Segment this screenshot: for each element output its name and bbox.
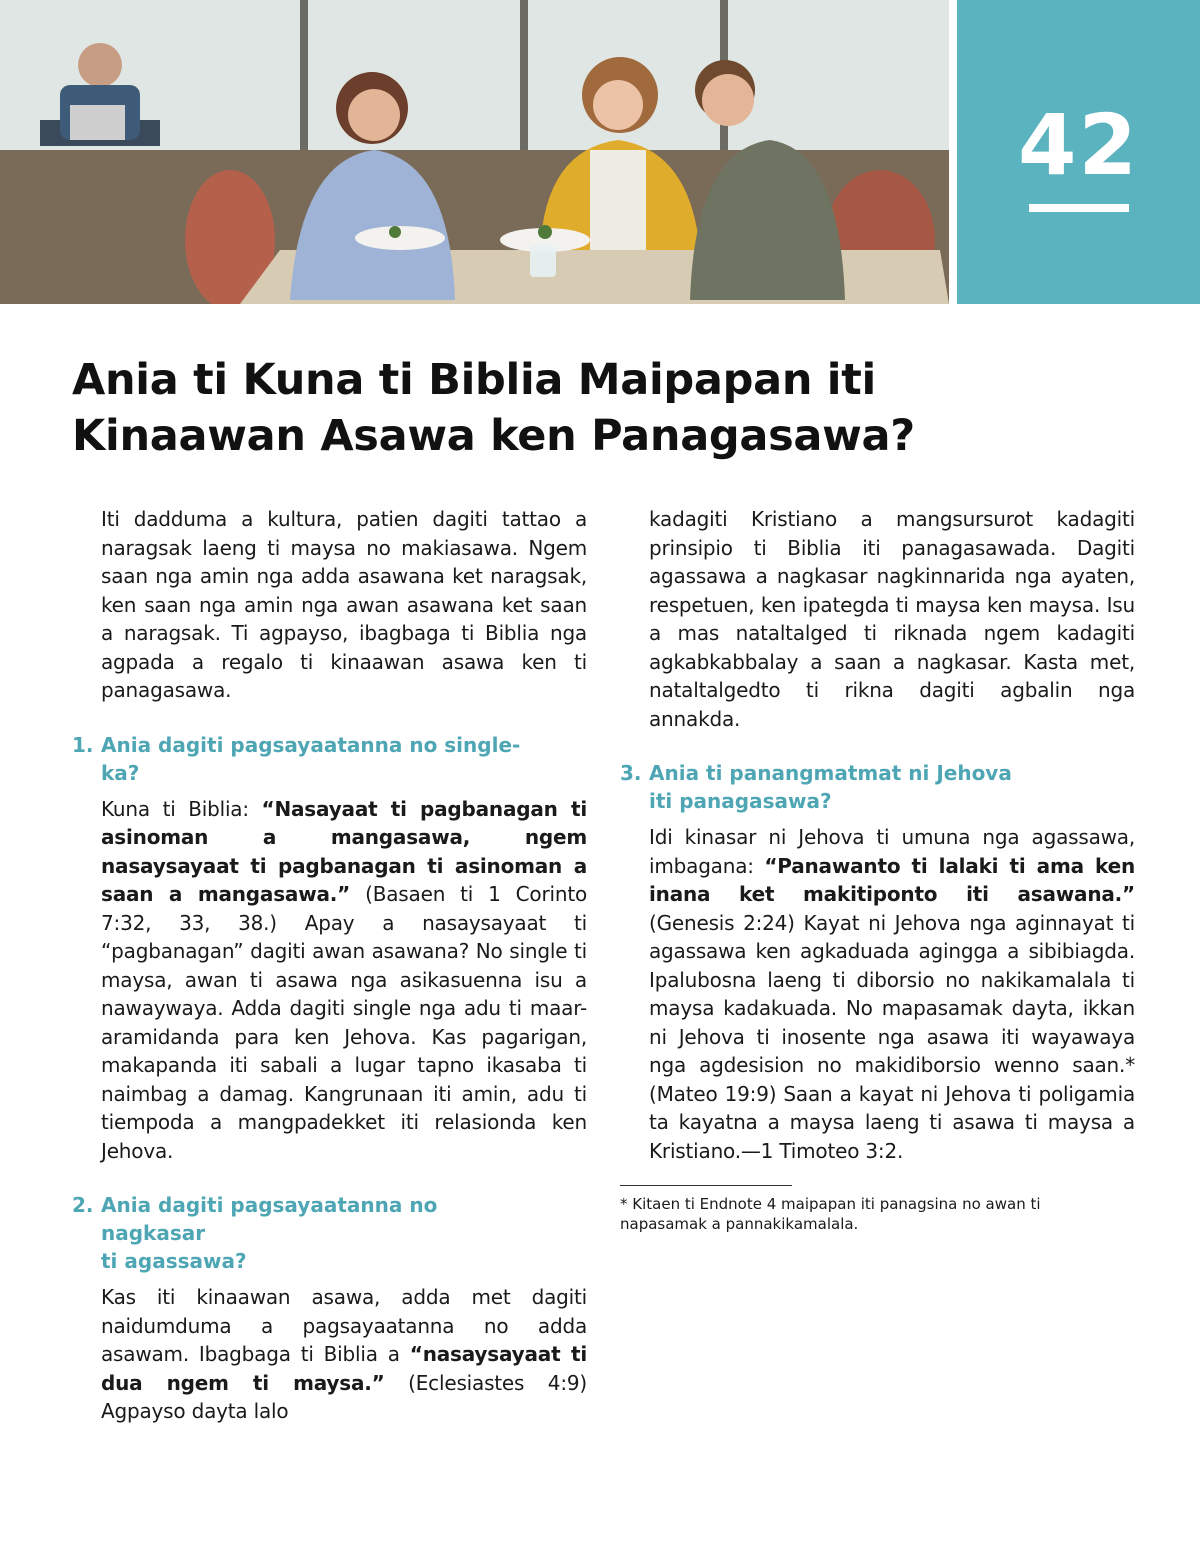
left-column	[72, 505, 587, 1426]
footnote: * Kitaen ti Endnote 4 maipapan iti panagsina no awan ti napasamak a pannakikamalala.	[620, 1195, 1041, 1233]
section-2-heading-line1: Ania dagiti pagsayaatanna no nagkasar	[101, 1193, 438, 1245]
section-2-quote: “nasaysayaat ti dua ngem ti maysa.”	[101, 1342, 587, 1395]
right-column	[620, 505, 1135, 1234]
section-1-heading-text: Ania dagiti pagsayaatanna no single-ka?	[101, 732, 521, 785]
section-1-quote: “Nasayaat ti pagbanagan ti asinoman a mangasawa, ngem nasaysayaat ti pagbanagan ti asinoman a saan a mangasawa.”	[101, 796, 587, 906]
section-1-heading	[72, 731, 587, 787]
section-3-quote: “Panawanto ti lalaki ti ama ken inana ket makitiponto iti asawana.”	[649, 853, 1135, 906]
section-1-paragraph	[101, 795, 587, 1166]
section-2-paragraph-1	[101, 1283, 587, 1426]
section-3-heading-line1: Ania ti panangmatmat ni Jehova	[649, 761, 1012, 785]
hero-photo	[0, 0, 949, 304]
section-2-number: 2.	[72, 1193, 94, 1217]
section-3-text-before: Idi kinasar ni Jehova ti umuna nga agassawa, imbagana:	[649, 825, 1135, 878]
intro-paragraph: Iti dadduma a kultura, patien dagiti tattao a naragsak laeng ti maysa no makiasawa. Ngem saan nga amin nga adda asawana ket naragsak, ken saan nga amin nga awan asawana ket saan a naragsak. Ti agpayso, ibagbaga ti Biblia nga agpada a regalo ti kinaawan asawa ken ti panagasawa.	[101, 507, 587, 702]
section-3-text-after: (Genesis 2:24) Kayat ni Jehova nga aginnayat ti agassawa ken agkaduada agingga a sibibiagda. Ipalubosna laeng ti diborsio no nakikamalala ti maysa kadakuada. No mapasamak dayta, ikkan ni Jehova ti inosente nga asawa iti wayawaya nga agdesision no makidiborsio wenno saan.* (Mateo 19:9) Saan a kayat ni Jehova ti poligamia ta kayatna a maysa laeng ti asawa ti maysa a Kristiano.—1 Timoteo 3:2.	[649, 910, 1135, 1163]
page-title-line2: Kinaawan Asawa ken Panagasawa?	[72, 411, 915, 461]
section-3-heading-line2: iti panagasawa?	[649, 789, 832, 813]
footnote-divider	[620, 1185, 792, 1186]
section-1-number: 1.	[72, 732, 94, 757]
section-2-heading	[72, 1191, 587, 1275]
section-2-text-after: (Eclesiastes 4:9) Agpayso dayta lalo	[101, 1370, 587, 1423]
chapter-number-box	[957, 0, 1200, 304]
page-title	[72, 352, 972, 464]
cafe-scene-illustration	[0, 0, 949, 304]
section-2-text-before: Kas iti kinaawan asawa, adda met dagiti naidumduma a pagsayaatanna no adda asawam. Ibagbaga ti Biblia a	[101, 1285, 587, 1366]
section-1-text-after: (Basaen ti 1 Corinto 7:32, 33, 38.) Apay a nasaysayaat ti “pagbanagan” dagiti awan asawana? No single ti maysa, awan ti asawa nga asikasuenna isu a nawaywaya. Adda dagiti single nga adu ti maar-aramidanda para ken Jehova. Kas pagarigan, makapanda iti sabali a lugar tapno ikasaba ti naimbag a damag. Kangrunaan iti amin, adu ti tiempoda a mangpadekket iti relasionda ken Jehova.	[101, 882, 587, 1163]
section-2-paragraph-2: kadagiti Kristiano a mangsursurot kadagiti prinsipio ti Biblia iti panagasawada. Dagiti agassawa a nagkasar nagkinnarida nga ayaten, respetuen, ken ipategda ti maysa ken maysa. Isu a mas nataltalged ti riknada ngem kadagiti agkabkabbalay a saan a nagkasar. Kasta met, nataltalgedto ti rikna dagiti agbalin nga annakda.	[649, 507, 1135, 731]
section-2-heading-line2: ti agassawa?	[101, 1249, 247, 1273]
section-1-text-before: Kuna ti Biblia:	[101, 796, 262, 821]
chapter-number: 42	[1018, 96, 1139, 194]
chapter-underline	[1029, 204, 1129, 212]
page-title-line1: Ania ti Kuna ti Biblia Maipapan iti	[72, 355, 876, 405]
section-3-heading	[620, 759, 1135, 815]
section-3-number: 3.	[620, 761, 642, 785]
section-3-paragraph	[649, 823, 1135, 1165]
